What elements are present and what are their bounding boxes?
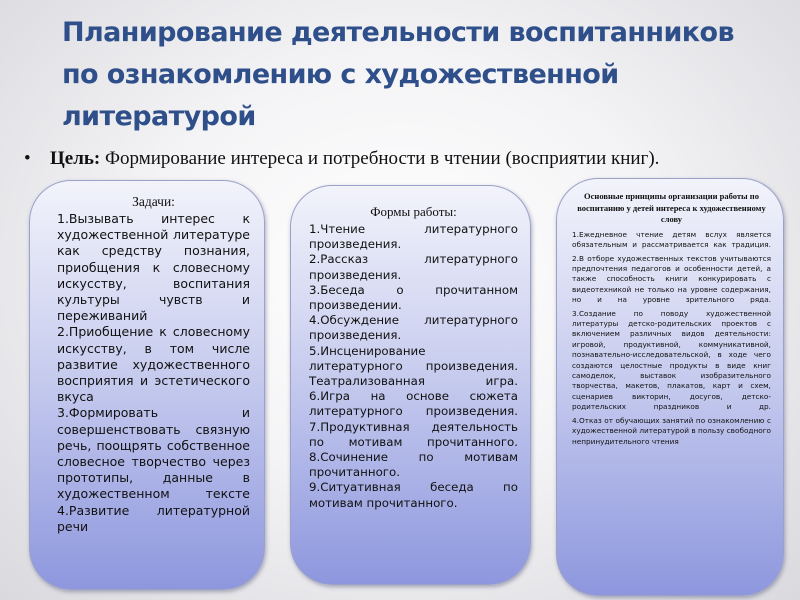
- list-item: 7.Продуктивная деятельность по мотивам прочитанного.: [309, 419, 518, 449]
- list-item: 1.Вызывать интерес к художественной литературе как средству познания, приобщения к словесному искусству, воспитания культуры чувств и переживаний: [57, 211, 250, 324]
- list-item: 1.Чтение литературного произведения.: [309, 222, 518, 252]
- slide-title: Планирование деятельности воспитанников по ознакомлению с художественной литературой: [62, 17, 734, 132]
- list-item: 3.Беседа о прочитанном произведении.: [309, 282, 518, 313]
- goal-text: Формирование интереса и потребности в чтении (восприятии книг).: [100, 148, 660, 169]
- bullet-icon: •: [24, 148, 31, 169]
- principles-panel: [556, 178, 784, 596]
- panel-title: Формы работы:: [370, 204, 457, 219]
- work-forms-panel: [290, 185, 531, 585]
- panel-title: Основные принципы организации работы по воспитанию у детей интереса к художественному слову: [577, 191, 766, 225]
- list-item: 4.Отказ от обучающих занятий по ознакомлению с художественной литературой в пользу свободного непринудительного чтения: [572, 415, 771, 446]
- list-item: 9.Ситуативная беседа по мотивам прочитанного.: [309, 480, 518, 510]
- list-item: 3.Создание по поводу художественной литературы детско-родительских проектов с включением различных видов деятельности: игровой, продуктивной, коммуникативной, познавательно-исследовательской, в ходе чего создаются целостные продукты в виде книг самоделок, выставок изобразительного творчества, макетов, плакатов, карт и схем, сценариев викторин, досугов, детско-родительских праздников и др.: [572, 308, 771, 412]
- goal-label: Цель:: [50, 148, 101, 169]
- list-item: 1.Ежедневное чтение детям вслух является обязательным и рассматривается как традиция.: [572, 229, 771, 250]
- list-item: 4.Развитие литературной речи: [57, 502, 250, 534]
- list-item: 2.Приобщение к словесному искусству, в том числе развитие художественного восприятия и эстетического вкуса: [57, 324, 250, 405]
- list-item: 2.Рассказ литературного произведения.: [309, 252, 518, 282]
- list-item: 3.Формировать и совершенствовать связную речь, поощрять собственное словесное творчество через прототипы, данные в художественном тексте: [57, 405, 250, 502]
- panel-title: Задачи:: [132, 194, 175, 209]
- goal-line: [24, 148, 794, 170]
- list-item: 2.В отборе художественных текстов учитываются предпочтения педагогов и особенности детей, а также способность книги конкурировать с видеотехникой не только на уровне содержания, но и на уровне зрительного ряда.: [572, 253, 771, 305]
- list-item: 5.Инсценирование литературного произведения. Театрализованная игра.: [309, 343, 518, 389]
- list-item: 8.Сочинение по мотивам прочитанного.: [309, 450, 518, 480]
- list-item: 4.Обсуждение литературного произведения.: [309, 313, 518, 343]
- list-item: 6.Игра на основе сюжета литературного произведения.: [309, 389, 518, 419]
- tasks-panel: [29, 180, 265, 590]
